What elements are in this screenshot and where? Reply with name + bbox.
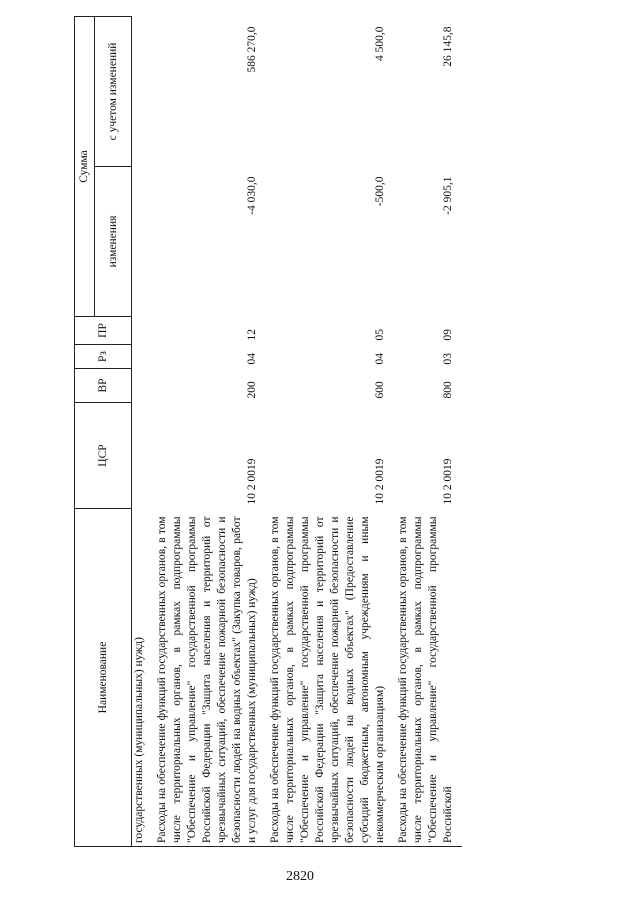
table-row [266,16,394,846]
row-rz: 04 [374,353,386,365]
header-vr: ВР [75,369,132,403]
header-row-top [75,16,95,846]
header-with-changes: с учетом изменений [95,16,132,166]
row-csr: 10 2 0019 [246,458,258,505]
page-number: 2820 [286,869,314,884]
budget-table [74,16,462,847]
row-csr: 10 2 0019 [442,458,454,505]
row-total: 26 145,8 [442,26,454,67]
row-total: 586 270,0 [246,26,258,73]
header-rz: Рз [75,345,132,369]
page-number-area [0,865,640,905]
row-change: -500,0 [374,176,386,207]
row-vr: 800 [442,381,454,399]
continuation-row [132,16,154,846]
row-change: -2 905,1 [442,176,454,215]
continuation-text: государственных (муниципальных) нужд) [132,509,154,847]
row-name: Расходы на обеспечение функций государственных органов, в том числе территориальных органов, в рамках подпрограммы "Обеспечение и управление" государственной программы Российской Федерации "Защита населения и территорий от чрезвычайных ситуаций, обеспечение пожарной безопасности и безопасности людей на водных объектах" (Предоставление субсидий бюджетным, автономным учреждениям и иным некоммерческим организациям) [266,509,394,847]
row-rz: 03 [442,353,454,365]
header-name: Наименование [75,509,132,847]
header-csr: ЦСР [75,403,132,509]
row-pr: 12 [246,329,258,341]
row-csr: 10 2 0019 [374,458,386,505]
row-vr: 200 [246,381,258,399]
header-sum: Сумма [75,16,95,316]
row-vr: 600 [374,381,386,399]
row-name: Расходы на обеспечение функций государственных органов, в том числе территориальных органов, в рамках подпрограммы "Обеспечение и управление" государственной программы Российской [394,509,462,847]
row-rz: 04 [246,353,258,365]
header-change: изменения [95,167,132,317]
header-pr: ПР [75,317,132,345]
row-total: 4 500,0 [374,26,386,61]
row-pr: 05 [374,329,386,341]
row-change: -4 030,0 [246,176,258,215]
table-row [394,16,462,846]
row-name: Расходы на обеспечение функций государственных органов, в том числе территориальных органов, в рамках подпрограммы "Обеспечение и управление" государственной программы Российской Федерации "Защита населения и территорий от чрезвычайных ситуаций, обеспечение пожарной безопасности и безопасности людей на водных объектах" (Закупка товаров, работ и услуг для государственных (муниципальных) нужд) [153,509,266,847]
table-row [153,16,266,846]
row-pr: 09 [442,329,454,341]
